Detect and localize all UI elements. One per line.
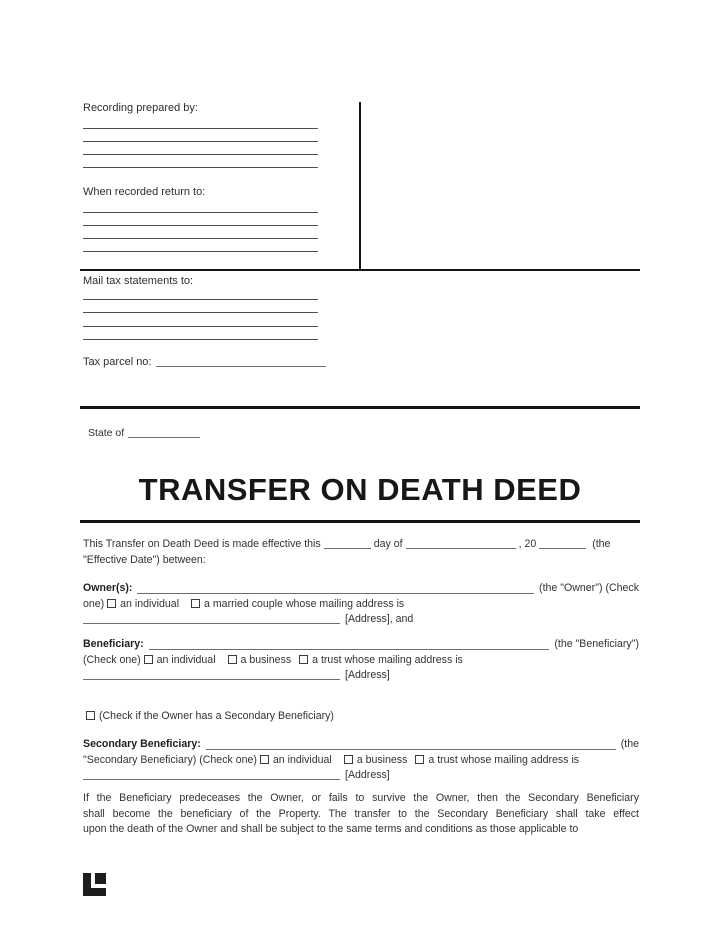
when-recorded-return-label: When recorded return to: (83, 186, 206, 198)
checkbox-has-secondary-beneficiary[interactable] (86, 711, 95, 720)
checkbox-beneficiary-individual[interactable] (144, 655, 153, 664)
write-in-line[interactable] (83, 326, 318, 327)
beneficiary-option-business: a business (240, 653, 292, 666)
write-in-line[interactable] (83, 299, 318, 300)
owner-checkone: one) (83, 597, 105, 610)
secondary-beneficiary-paragraph (83, 737, 639, 784)
tax-parcel-line (83, 356, 326, 368)
intro-paragraph (83, 537, 639, 568)
state-of-label: State of (88, 427, 125, 439)
secondary-suffix: (the (620, 738, 639, 750)
write-in-line[interactable] (83, 339, 318, 340)
owner-name-blank[interactable] (137, 593, 534, 594)
secondary-beneficiary-label: Secondary Beneficiary: (83, 738, 201, 750)
secondary-address-blank[interactable] (83, 777, 340, 780)
beneficiary-checkone: (Check one) (83, 653, 141, 666)
checkbox-beneficiary-business[interactable] (228, 655, 237, 664)
secondary-checkone: "Secondary Beneficiary) (Check one) (83, 753, 257, 766)
logo-bottom-bar (83, 888, 106, 896)
beneficiary-address-blank[interactable] (83, 677, 340, 680)
beneficiary-option-individual: an individual (156, 653, 216, 666)
closing-line-2: shall become the beneficiary of the Property. The transfer to the Secondary Beneficiary shall take effect (83, 807, 639, 820)
owner-address-blank[interactable] (83, 621, 340, 624)
mail-tax-statements-label: Mail tax statements to: (83, 275, 194, 287)
secondary-address-suffix: [Address] (345, 769, 390, 781)
owner-option-married: a married couple whose mailing address is (204, 597, 405, 610)
state-blank[interactable] (128, 435, 200, 438)
page-title: TRANSFER ON DEATH DEED (138, 472, 582, 507)
year-blank[interactable] (539, 546, 586, 549)
checkbox-secondary-individual[interactable] (260, 755, 269, 764)
secondary-option-individual: an individual (272, 753, 332, 766)
beneficiary-suffix: (the "Beneficiary") (554, 638, 639, 650)
closing-line-1: If the Beneficiary predeceases the Owner, or fails to survive the Owner, then the Secondary Beneficiary (83, 792, 639, 804)
tax-parcel-label: Tax parcel no: (83, 356, 152, 368)
write-in-line[interactable] (83, 238, 318, 239)
beneficiary-address-suffix: [Address] (345, 669, 390, 681)
write-in-line[interactable] (83, 141, 318, 142)
write-in-line[interactable] (83, 225, 318, 226)
recording-prepared-by-label: Recording prepared by: (83, 102, 198, 114)
intro-text-2: day of (373, 538, 403, 550)
checkbox-secondary-trust[interactable] (415, 755, 424, 764)
beneficiary-option-trust: a trust whose mailing address is (312, 653, 463, 666)
beneficiary-paragraph (83, 637, 639, 684)
owner-label: Owner(s): (83, 582, 133, 594)
logo-square (95, 873, 106, 884)
write-in-line[interactable] (83, 312, 318, 313)
checkbox-beneficiary-trust[interactable] (299, 655, 308, 664)
owner-suffix: (the "Owner") (Check (539, 582, 639, 594)
checkbox-secondary-business[interactable] (344, 755, 353, 764)
write-in-line[interactable] (83, 212, 318, 213)
section-divider (80, 269, 640, 271)
tax-parcel-blank[interactable] (156, 364, 326, 367)
secondary-check-line (86, 709, 642, 725)
checkbox-owner-individual[interactable] (107, 599, 116, 608)
section-divider (80, 406, 640, 409)
beneficiary-label: Beneficiary: (83, 638, 144, 650)
write-in-line[interactable] (83, 154, 318, 155)
owner-paragraph (83, 581, 639, 628)
day-blank[interactable] (324, 546, 371, 549)
owner-option-individual: an individual (120, 597, 180, 610)
write-in-line[interactable] (83, 128, 318, 129)
legal-templates-logo-icon (83, 873, 106, 896)
beneficiary-name-blank[interactable] (149, 649, 550, 650)
vertical-divider (359, 102, 361, 271)
month-blank[interactable] (406, 546, 516, 549)
write-in-line[interactable] (83, 251, 318, 252)
write-in-line[interactable] (83, 167, 318, 168)
state-of-line (88, 427, 200, 439)
secondary-name-blank[interactable] (206, 749, 616, 750)
closing-line-3: upon the death of the Owner and shall be subject to the same terms and conditions as those applicable to (83, 823, 579, 835)
owner-address-suffix: [Address], and (345, 613, 414, 625)
checkbox-owner-married-couple[interactable] (191, 599, 200, 608)
section-divider (80, 520, 640, 523)
intro-text-1: This Transfer on Death Deed is made effective this (83, 538, 321, 550)
intro-text-4: (the (592, 538, 611, 550)
closing-paragraph (83, 791, 639, 838)
intro-text-3: , 20 (518, 538, 537, 550)
secondary-option-business: a business (356, 753, 408, 766)
intro-text-5: "Effective Date") between: (83, 553, 206, 566)
secondary-option-trust: a trust whose mailing address is (428, 753, 580, 766)
secondary-check-label: (Check if the Owner has a Secondary Beneficiary) (99, 710, 334, 722)
